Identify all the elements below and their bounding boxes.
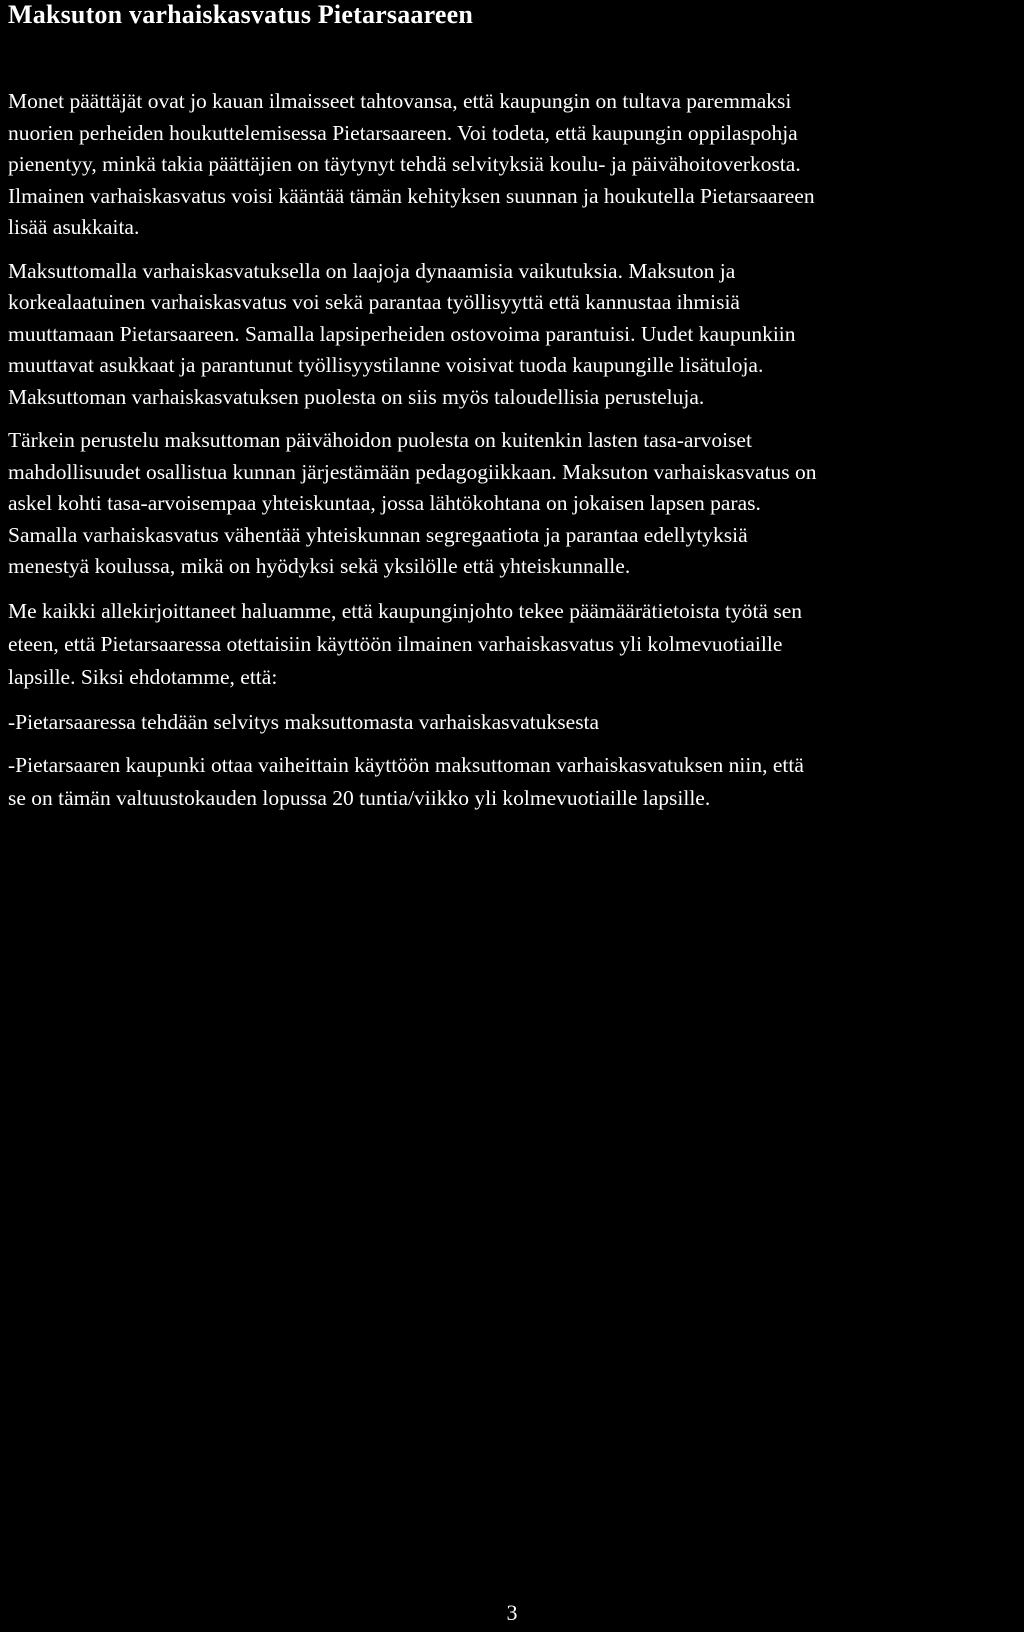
document-title: Maksuton varhaiskasvatus Pietarsaareen — [8, 0, 474, 29]
paragraph-effects: Maksuttomalla varhaiskasvatuksella on laajoja dynaamisia vaikutuksia. Maksuton ja korkealaatuinen varhaiskasvatus voi sekä parantaa työllisyyttä että kannustaa ihmisiä muuttamaan Pietarsaareen. Samalla lapsiperheiden ostovoima parantuisi. Uudet kaupunkiin muuttavat asukkaat ja parantunut työllisyystilanne voisivat tuoda kaupungille lisätuloja. Maksuttoman varhaiskasvatuksen puolesta on siis myös taloudellisia perusteluja. — [8, 258, 796, 409]
paragraph-equality: Tärkein perustelu maksuttoman päivähoidon puolesta on kuitenkin lasten tasa-arvoiset mahdollisuudet osallistua kunnan järjestämään pedagogiikkaan. Maksuton varhaiskasvatus on askel kohti tasa-arvoisempaa yhteiskuntaa, jossa lähtökohtana on jokaisen lapsen paras. Samalla varhaiskasvatus vähentää yhteiskunnan segregaatiota ja parantaa edellytyksiä menestyä koulussa, mikä on hyödyksi sekä yksilölle että yhteiskunnalle. — [8, 428, 817, 578]
paragraph-intro: Monet päättäjät ovat jo kauan ilmaisseet tahtovansa, että kaupungin on tultava paremmaksi nuorien perheiden houkuttelemisessa Pietarsaareen. Voi todeta, että kaupungin oppilaspohja pienentyy, minkä takia päättäjien on täytynyt tehdä selvityksiä koulu- ja päivähoitoverkosta. Ilmainen varhaiskasvatus voisi kääntää tämän kehityksen suunnan ja houkutella Pietarsaareen lisää asukkaita. — [8, 89, 815, 239]
proposal-item: -Pietarsaaressa tehdään selvitys maksuttomasta varhaiskasvatuksesta — [8, 709, 600, 734]
paragraph-request: Me kaikki allekirjoittaneet haluamme, että kaupunginjohto tekee päämäärätietoista työtä sen eteen, että Pietarsaaressa otettaisiin käyttöön ilmainen varhaiskasvatus yli kolmevuotiaille lapsille. Siksi ehdotamme, että: — [8, 598, 803, 689]
document-body — [8, 86, 1020, 815]
proposal-list — [8, 706, 1020, 815]
proposal-item: -Pietarsaaren kaupunki ottaa vaiheittain käyttöön maksuttoman varhaiskasvatuksen niin, että se on tämän valtuustokauden lopussa 20 tuntia/viikko yli kolmevuotiaille lapsille. — [8, 752, 804, 810]
document-page — [8, 0, 1020, 825]
page-number: 3 — [506, 1600, 518, 1625]
